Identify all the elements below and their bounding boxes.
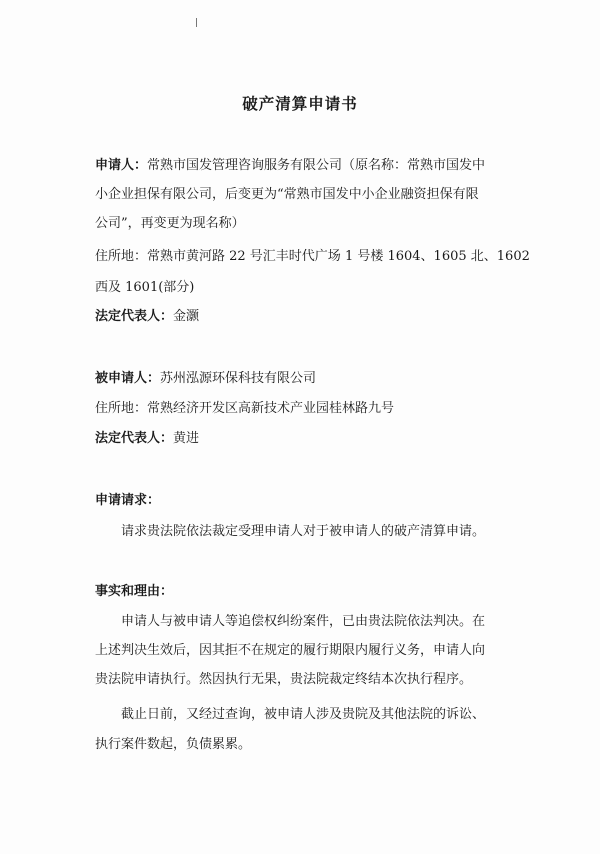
respondent-label: 被申请人： [95,371,161,386]
document-title: 破产清算申请书 [242,94,358,113]
request-heading: 申请请求： [95,493,161,508]
facts-p2-line-2: 执行案件数起，负债累累。 [95,737,252,752]
applicant-name-line-1: 常熟市国发管理咨询服务有限公司（原名称：常熟市国发中 [147,158,486,173]
request-text: 请求贵法院依法裁定受理申请人对于被申请人的破产清算申请。 [121,524,486,539]
applicant-rep-label: 法定代表人： [95,309,174,324]
applicant-name-line-3: 公司”，再变更为现名称） [95,216,245,231]
applicant-line-1 [95,154,485,173]
respondent-address: 住所地：常熟经济开发区高新技术产业园桂林路九号 [95,401,395,416]
respondent-line [95,367,316,386]
applicant-representative [95,305,199,324]
facts-p2-line-1: 截止日前，又经过查询，被申请人涉及贵院及其他法院的诉讼、 [121,707,486,722]
applicant-rep-name: 金灏 [173,309,200,324]
respondent-rep-name: 黄进 [173,431,200,446]
applicant-address-line-1: 住所地：常熟市黄河路 22 号汇丰时代广场 1 号楼 1604、1605 北、1602 [95,249,530,264]
applicant-label: 申请人： [95,158,148,173]
respondent-rep-label: 法定代表人： [95,431,174,446]
applicant-address-line-2: 西及 1601(部分) [95,280,195,295]
applicant-name-line-2: 小企业担保有限公司，后变更为“常熟市国发中小企业融资担保有限 [95,187,479,202]
respondent-representative [95,427,199,446]
respondent-name: 苏州泓源环保科技有限公司 [160,371,317,386]
facts-heading: 事实和理由： [95,584,174,599]
facts-p1-line-2: 上述判决生效后，因其拒不在规定的履行期限内履行义务，申请人向 [95,643,486,658]
scan-mark [196,18,197,27]
facts-p1-line-3: 贵法院申请执行。然因执行无果，贵法院裁定终结本次执行程序。 [95,672,473,687]
facts-p1-line-1: 申请人与被申请人等追偿权纠纷案件，已由贵法院依法判决。在 [121,614,486,629]
